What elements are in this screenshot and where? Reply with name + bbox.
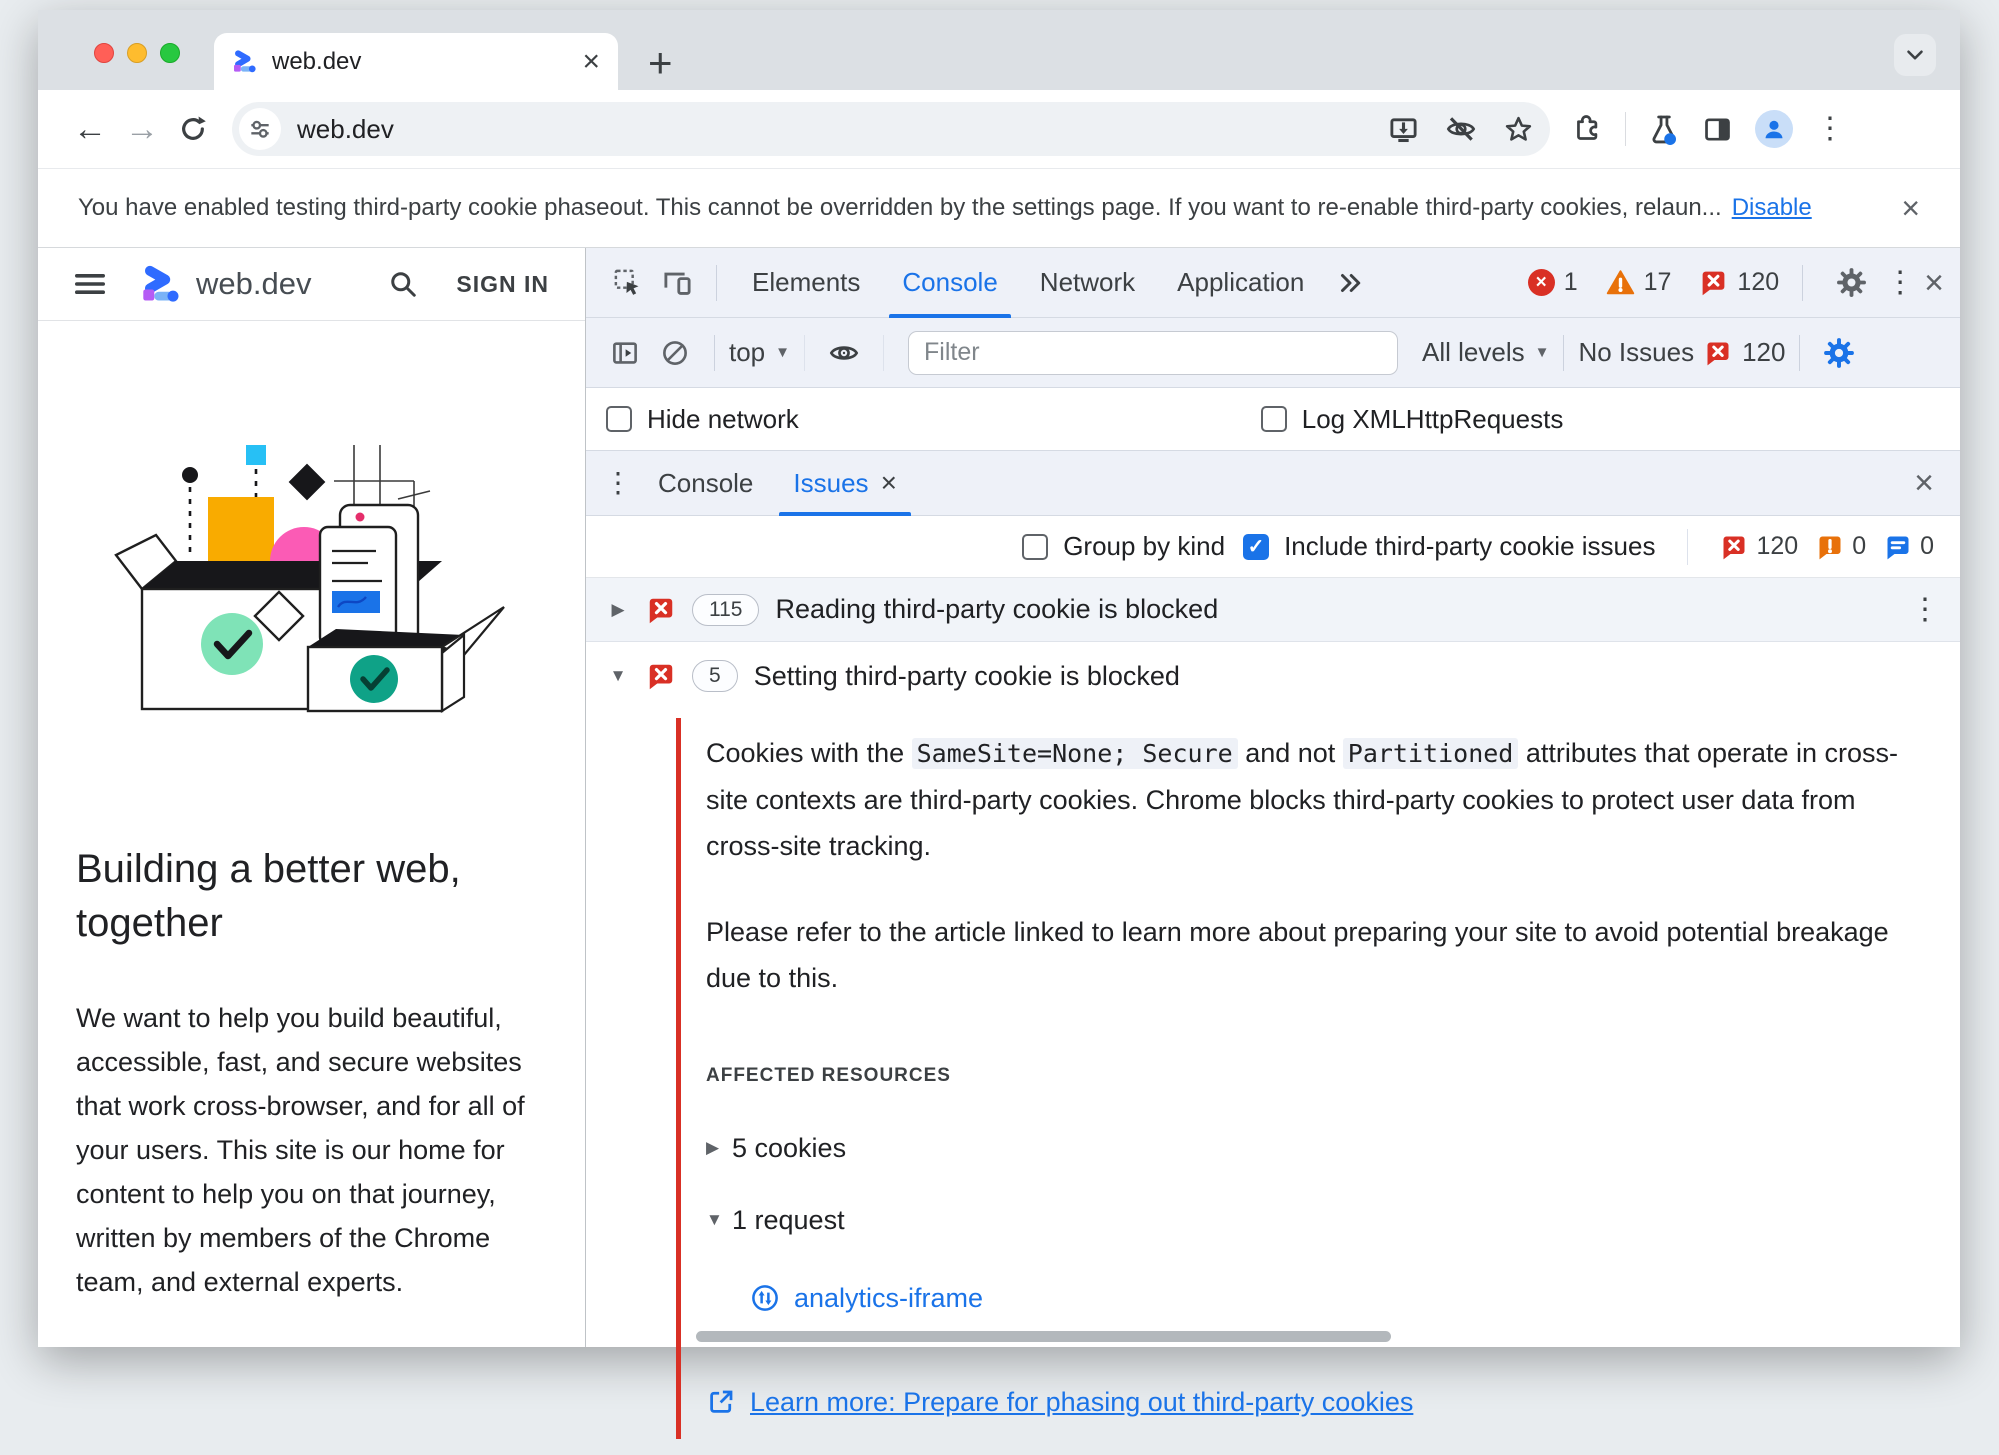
divider bbox=[1625, 112, 1626, 146]
new-tab-button[interactable]: + bbox=[648, 39, 673, 86]
tab-application[interactable]: Application bbox=[1177, 267, 1305, 297]
tune-icon bbox=[247, 116, 273, 142]
tab-console[interactable]: Console bbox=[881, 248, 1018, 318]
tab-close-icon[interactable]: × bbox=[582, 44, 600, 78]
issue-title[interactable]: Setting third-party cookie is blocked bbox=[753, 660, 1180, 691]
caret-down-icon: ▼ bbox=[775, 344, 791, 361]
collapse-triangle-icon[interactable]: ▼ bbox=[609, 666, 627, 685]
code-partitioned: Partitioned bbox=[1343, 738, 1519, 769]
drawer-tab-issues[interactable] bbox=[773, 450, 917, 516]
inspect-element-button[interactable] bbox=[602, 258, 652, 308]
eye-off-icon[interactable] bbox=[1445, 113, 1477, 145]
hero-heading: Building a better web, together bbox=[76, 847, 461, 945]
issue-row-setting-cookie[interactable] bbox=[586, 642, 1960, 710]
checkbox-unchecked[interactable] bbox=[1022, 534, 1048, 560]
hamburger-menu-icon[interactable] bbox=[74, 271, 106, 297]
devtools-toolbar bbox=[586, 248, 1960, 318]
tab-search-button[interactable] bbox=[1894, 34, 1936, 76]
drawer-tab-close-icon[interactable]: × bbox=[880, 467, 897, 498]
browser-tab[interactable] bbox=[214, 33, 618, 90]
affected-requests-group[interactable] bbox=[706, 1197, 1920, 1243]
divider bbox=[1687, 529, 1688, 565]
minimize-window-button[interactable] bbox=[127, 43, 147, 63]
affected-resources-label: AFFECTED RESOURCES bbox=[706, 1065, 951, 1086]
issue-description-2: Please refer to the article linked to learn more about preparing your site to avoid potential breakage due to this. bbox=[706, 917, 1889, 993]
extensions-icon[interactable] bbox=[1572, 114, 1603, 145]
infobar-close-icon[interactable]: × bbox=[1901, 190, 1920, 226]
log-level-label: All levels bbox=[1422, 337, 1525, 367]
issue-row-menu-icon[interactable]: ⋮ bbox=[1910, 592, 1940, 626]
issues-flag-icon bbox=[1704, 339, 1732, 367]
site-header bbox=[38, 248, 585, 321]
console-toolbar bbox=[586, 318, 1960, 388]
issues-summary-count: 120 bbox=[1742, 337, 1786, 367]
divider bbox=[714, 335, 715, 371]
issue-title[interactable]: Reading third-party cookie is blocked bbox=[775, 594, 1219, 624]
infobar-message: You have enabled testing third-party cookie phaseout. This cannot be overridden by the settings page. If you want to re-enable third-party cookies, relaun... bbox=[78, 194, 1722, 221]
group-by-kind-label: Group by kind bbox=[1063, 531, 1226, 561]
warning-count[interactable]: 17 bbox=[1643, 268, 1672, 296]
window-controls bbox=[94, 43, 180, 63]
checkbox-unchecked[interactable] bbox=[606, 406, 632, 432]
error-count[interactable]: 1 bbox=[1563, 268, 1578, 296]
webdev-logo[interactable] bbox=[140, 266, 184, 302]
divider bbox=[804, 335, 805, 371]
issue-details bbox=[586, 710, 1960, 1455]
hide-network-checkbox[interactable] bbox=[606, 404, 799, 435]
error-flag-icon bbox=[1720, 533, 1748, 561]
issue-flag-icon bbox=[646, 661, 676, 691]
browser-actions bbox=[1572, 110, 1845, 148]
devtools-panel bbox=[586, 248, 1960, 1417]
drawer-tab-console[interactable]: Console bbox=[658, 467, 754, 498]
console-sidebar-toggle[interactable] bbox=[600, 328, 650, 378]
site-logo-text[interactable]: web.dev bbox=[196, 266, 312, 301]
external-link-icon bbox=[706, 1387, 736, 1417]
close-window-button[interactable] bbox=[94, 43, 114, 63]
more-tabs-button[interactable] bbox=[1325, 258, 1375, 308]
cookies-group-label: 5 cookies bbox=[732, 1133, 847, 1163]
devtools-close-icon[interactable]: × bbox=[1924, 263, 1944, 302]
log-xhr-checkbox[interactable] bbox=[1261, 404, 1564, 435]
drawer-close-icon[interactable]: × bbox=[1914, 464, 1934, 502]
context-selector[interactable] bbox=[729, 337, 790, 368]
hero-illustration bbox=[112, 439, 512, 714]
group-by-kind-checkbox[interactable] bbox=[1022, 531, 1225, 562]
log-xhr-label: Log XMLHttpRequests bbox=[1301, 403, 1564, 434]
learn-more-text[interactable]: Learn more: Prepare for phasing out third-party cookies bbox=[750, 1387, 1414, 1417]
caret-down-icon: ▼ bbox=[1534, 344, 1550, 361]
context-label: top bbox=[729, 337, 766, 367]
drawer-tab-bar bbox=[586, 450, 1960, 516]
warning-flag-count: 0 bbox=[1852, 532, 1867, 560]
titlebar bbox=[38, 10, 1960, 90]
browser-menu-icon[interactable]: ⋮ bbox=[1815, 112, 1845, 145]
side-panel-icon[interactable] bbox=[1702, 114, 1733, 145]
no-issues-label: No Issues bbox=[1578, 337, 1695, 367]
sign-in-button[interactable]: SIGN IN bbox=[456, 270, 549, 297]
devtools-menu-icon[interactable]: ⋮ bbox=[1885, 265, 1916, 299]
warning-count-icon bbox=[1606, 268, 1635, 297]
live-expression-eye-icon[interactable] bbox=[819, 328, 869, 378]
issue-flag-icon bbox=[646, 595, 676, 625]
address-bar-actions bbox=[1388, 113, 1534, 145]
warning-flag-icon bbox=[1816, 533, 1844, 561]
search-icon[interactable] bbox=[388, 269, 418, 299]
issues-message-counter bbox=[1884, 532, 1934, 561]
issue-counters bbox=[1528, 258, 1944, 308]
webdev-favicon bbox=[232, 50, 259, 73]
clear-console-icon[interactable] bbox=[650, 328, 700, 378]
drawer-tab-issues-label: Issues bbox=[793, 467, 869, 498]
divider bbox=[716, 265, 717, 301]
expand-triangle-icon[interactable]: ▶ bbox=[706, 1138, 720, 1157]
divider bbox=[1563, 335, 1564, 371]
person-icon bbox=[1761, 116, 1787, 142]
request-icon bbox=[750, 1283, 780, 1313]
issue-row-reading-cookie[interactable] bbox=[586, 578, 1960, 642]
message-flag-icon bbox=[1884, 533, 1912, 561]
divider bbox=[1799, 335, 1800, 371]
requests-group-label: 1 request bbox=[732, 1205, 845, 1235]
forward-button[interactable]: → bbox=[125, 110, 159, 148]
error-flag-count: 120 bbox=[1756, 532, 1799, 560]
reload-button[interactable] bbox=[168, 104, 218, 154]
code-samesite: SameSite=None; Secure bbox=[912, 738, 1238, 769]
collapse-triangle-icon[interactable]: ▼ bbox=[706, 1210, 723, 1229]
console-settings-gear-icon[interactable] bbox=[1814, 328, 1864, 378]
tab-elements[interactable]: Elements bbox=[752, 267, 861, 297]
browser-window bbox=[38, 10, 1960, 1417]
request-link[interactable]: analytics-iframe bbox=[794, 1283, 984, 1313]
request-item[interactable] bbox=[750, 1275, 1920, 1321]
device-toolbar-button[interactable] bbox=[652, 258, 702, 308]
issues-flag-icon bbox=[1699, 268, 1728, 297]
disable-link[interactable]: Disable bbox=[1731, 194, 1812, 221]
include-third-party-checkbox[interactable] bbox=[1243, 531, 1655, 562]
horizontal-scrollbar[interactable] bbox=[696, 1331, 1391, 1342]
hero-paragraph: We want to help you build beautiful, accessible, fast, and secure websites that work cross-browser, and for all of your users. This site is our home for content to help you on that journey, written by members of the Chrome team, and external experts. bbox=[76, 1003, 525, 1297]
navigation-bar bbox=[38, 90, 1960, 168]
issue-count-badge: 115 bbox=[692, 594, 759, 626]
profile-avatar[interactable] bbox=[1755, 110, 1793, 148]
message-flag-count: 0 bbox=[1920, 532, 1934, 560]
drawer-menu-icon[interactable]: ⋮ bbox=[604, 467, 632, 498]
hero-section bbox=[38, 321, 585, 1304]
back-button[interactable]: ← bbox=[73, 110, 107, 148]
hide-network-label: Hide network bbox=[647, 403, 799, 434]
issues-summary[interactable] bbox=[1578, 337, 1785, 368]
issues-toolbar bbox=[586, 516, 1960, 578]
bookmark-star-icon[interactable] bbox=[1503, 114, 1534, 145]
install-icon[interactable] bbox=[1388, 114, 1419, 145]
content-area bbox=[38, 248, 1960, 1417]
issues-count[interactable]: 120 bbox=[1737, 268, 1780, 296]
console-settings-row bbox=[586, 388, 1960, 450]
issue-description: Cookies with the SameSite=None; Secure and not Partitioned attributes that operate in cross-site contexts are third-party cookies. Chrome blocks third-party cookies to protect user data from cross-site tracking. bbox=[706, 738, 1899, 861]
tab-network[interactable]: Network bbox=[1039, 267, 1136, 297]
address-bar[interactable] bbox=[232, 102, 1550, 156]
experiments-flask-icon[interactable] bbox=[1648, 113, 1680, 145]
checkbox-unchecked[interactable] bbox=[1261, 406, 1287, 432]
chevron-down-icon bbox=[1902, 42, 1928, 68]
learn-more-link[interactable] bbox=[706, 1379, 1920, 1425]
issues-warning-counter bbox=[1816, 532, 1866, 561]
issue-count-badge: 5 bbox=[692, 660, 738, 692]
divider bbox=[1802, 265, 1803, 301]
checkbox-checked[interactable]: ✓ bbox=[1243, 534, 1269, 560]
issues-error-counter bbox=[1720, 532, 1798, 561]
filter-input[interactable] bbox=[908, 331, 1398, 375]
site-settings-button[interactable] bbox=[239, 108, 281, 150]
affected-cookies-group[interactable] bbox=[706, 1125, 1920, 1171]
divider bbox=[883, 335, 884, 371]
log-level-selector[interactable] bbox=[1422, 337, 1549, 368]
maximize-window-button[interactable] bbox=[160, 43, 180, 63]
cookie-phaseout-infobar bbox=[38, 168, 1960, 248]
settings-gear-icon[interactable] bbox=[1826, 258, 1876, 308]
url-text[interactable]: web.dev bbox=[297, 113, 394, 144]
include-third-party-label: Include third-party cookie issues bbox=[1284, 531, 1656, 561]
error-count-icon: × bbox=[1528, 269, 1555, 296]
tab-title: web.dev bbox=[272, 47, 362, 75]
expand-triangle-icon[interactable]: ▶ bbox=[611, 599, 625, 619]
site-page bbox=[38, 248, 586, 1347]
